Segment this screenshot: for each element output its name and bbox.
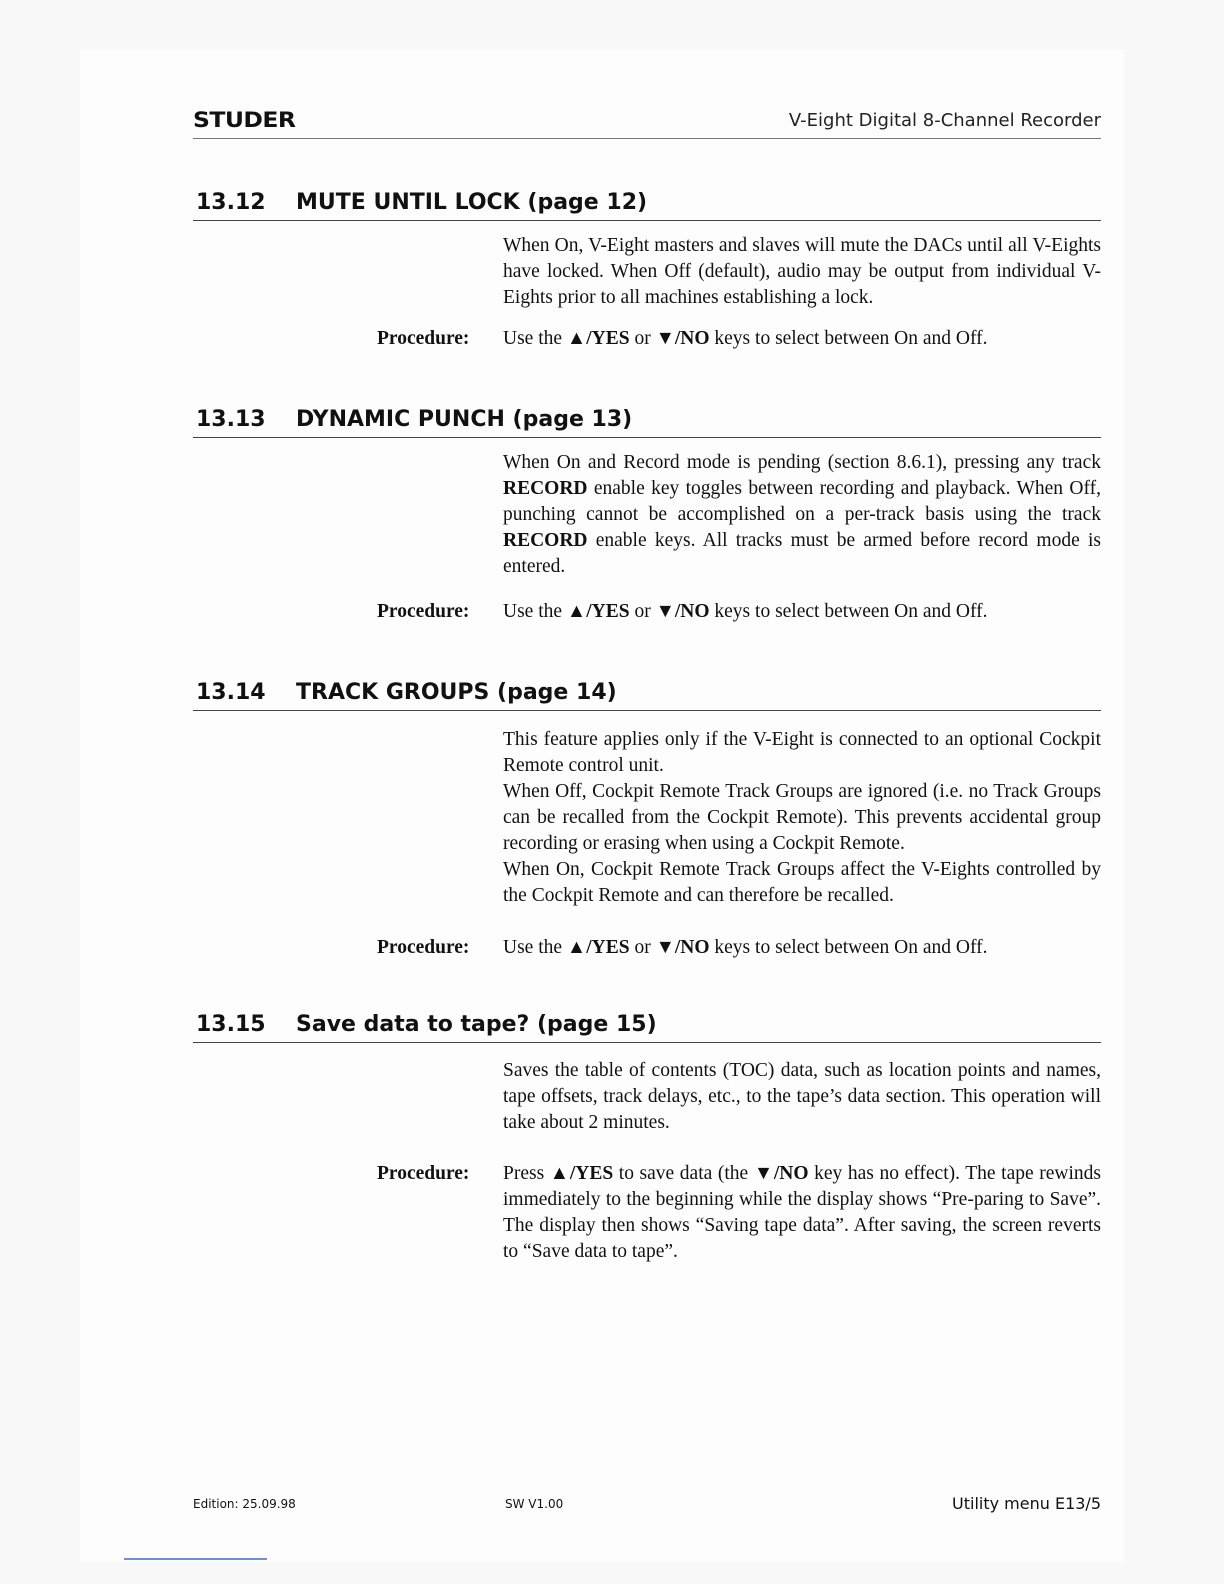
record-key: RECORD <box>503 478 588 499</box>
section-heading <box>193 1012 1101 1043</box>
section-number: 13.14 <box>196 680 266 705</box>
proc-part: Use the <box>503 601 567 622</box>
yes-key: ▲/YES <box>566 937 630 958</box>
yes-key: ▲/YES <box>549 1163 614 1184</box>
proc-part: keys to select between On and Off. <box>709 937 988 958</box>
procedure-text <box>503 935 1101 961</box>
section-body: When On, V-Eight masters and slaves will mute the DACs until all V-Eights have locked. When Off (default), audio may be output from individual V-Eights prior to all machines establishing a lock. <box>503 235 1101 308</box>
scan-edge-line <box>124 1558 267 1560</box>
procedure-row <box>193 935 1101 961</box>
section-number: 13.13 <box>196 407 266 432</box>
body-part: enable keys. All tracks must be armed before record mode is entered. <box>503 530 1101 577</box>
body-paragraph: When On, Cockpit Remote Track Groups affect the V-Eights controlled by the Cockpit Remote and can therefore be recalled. <box>503 859 1101 906</box>
record-key: RECORD <box>503 530 588 551</box>
procedure-row <box>193 1161 1101 1265</box>
section-title-text: Save data to tape? <box>296 1012 530 1037</box>
section-13-14 <box>193 680 1101 961</box>
section-title-text: MUTE UNTIL LOCK <box>296 190 520 215</box>
section-title <box>296 190 647 215</box>
procedure-label: Procedure: <box>377 601 470 622</box>
yes-key: ▲/YES <box>566 601 630 622</box>
proc-part: or <box>629 328 656 349</box>
yes-key: ▲/YES <box>566 328 630 349</box>
page-reference: Utility menu E13/5 <box>952 1494 1101 1513</box>
proc-part: Press <box>503 1163 550 1184</box>
section-title <box>296 680 617 705</box>
procedure-label: Procedure: <box>377 1163 470 1184</box>
procedure-row <box>193 326 1101 352</box>
section-body: Saves the table of contents (TOC) data, such as location points and names, tape offsets, track delays, etc., to the tape’s data section. This operation will take about 2 minutes. <box>503 1060 1101 1133</box>
proc-part: keys to select between On and Off. <box>709 328 988 349</box>
section-title <box>296 407 632 432</box>
proc-part: keys to select between On and Off. <box>709 601 988 622</box>
section-page-ref: (page 15) <box>536 1012 657 1037</box>
section-number: 13.15 <box>196 1012 266 1037</box>
section-number: 13.12 <box>196 190 266 215</box>
proc-part: Use the <box>503 937 567 958</box>
section-13-13 <box>193 407 1101 625</box>
proc-part: key has no effect). The tape rewinds immediately to the beginning while the display shows “Pre-paring to Save”. The display then shows “Saving tape data”. After saving, the screen reverts to “Save data to tape”. <box>503 1163 1101 1262</box>
section-title-text: DYNAMIC PUNCH <box>296 407 505 432</box>
section-heading <box>193 680 1101 711</box>
section-title <box>296 1012 657 1037</box>
no-key: ▼/NO <box>655 937 710 958</box>
section-page-ref: (page 12) <box>527 190 648 215</box>
software-version: SW V1.00 <box>505 1497 564 1511</box>
no-key: ▼/NO <box>753 1163 809 1184</box>
section-heading <box>193 407 1101 438</box>
section-body <box>503 727 1101 909</box>
no-key: ▼/NO <box>655 601 710 622</box>
procedure-text <box>503 599 1101 625</box>
proc-part: or <box>629 601 656 622</box>
edition-date: Edition: 25.09.98 <box>193 1497 296 1511</box>
proc-part: to save data (the <box>613 1163 754 1184</box>
procedure-row <box>193 599 1101 625</box>
section-page-ref: (page 13) <box>512 407 633 432</box>
section-13-15 <box>193 1012 1101 1265</box>
procedure-label: Procedure: <box>377 328 470 349</box>
body-paragraph: When Off, Cockpit Remote Track Groups are ignored (i.e. no Track Groups can be recalled from the Cockpit Remote). This prevents accidental group recording or erasing when using a Cockpit Remote. <box>503 781 1101 854</box>
section-title-text: TRACK GROUPS <box>296 680 490 705</box>
no-key: ▼/NO <box>655 328 710 349</box>
studer-logo: STUDER <box>193 108 296 132</box>
section-13-12 <box>193 190 1101 352</box>
procedure-label: Procedure: <box>377 937 470 958</box>
procedure-text <box>503 326 1101 352</box>
page-header <box>193 108 1101 139</box>
body-part: When On and Record mode is pending (section 8.6.1), pressing any track <box>503 452 1101 473</box>
proc-part: or <box>629 937 656 958</box>
section-heading <box>193 190 1101 221</box>
proc-part: Use the <box>503 328 567 349</box>
body-part: enable key toggles between recording and playback. When Off, punching cannot be accomplished on a per-track basis using the track <box>503 478 1101 525</box>
section-body <box>503 450 1101 580</box>
section-page-ref: (page 14) <box>497 680 617 705</box>
page-footer <box>193 1494 1101 1518</box>
document-title: V-Eight Digital 8-Channel Recorder <box>788 110 1101 131</box>
procedure-text <box>503 1161 1101 1265</box>
body-paragraph: This feature applies only if the V-Eight is connected to an optional Cockpit Remote control unit. <box>503 729 1101 776</box>
